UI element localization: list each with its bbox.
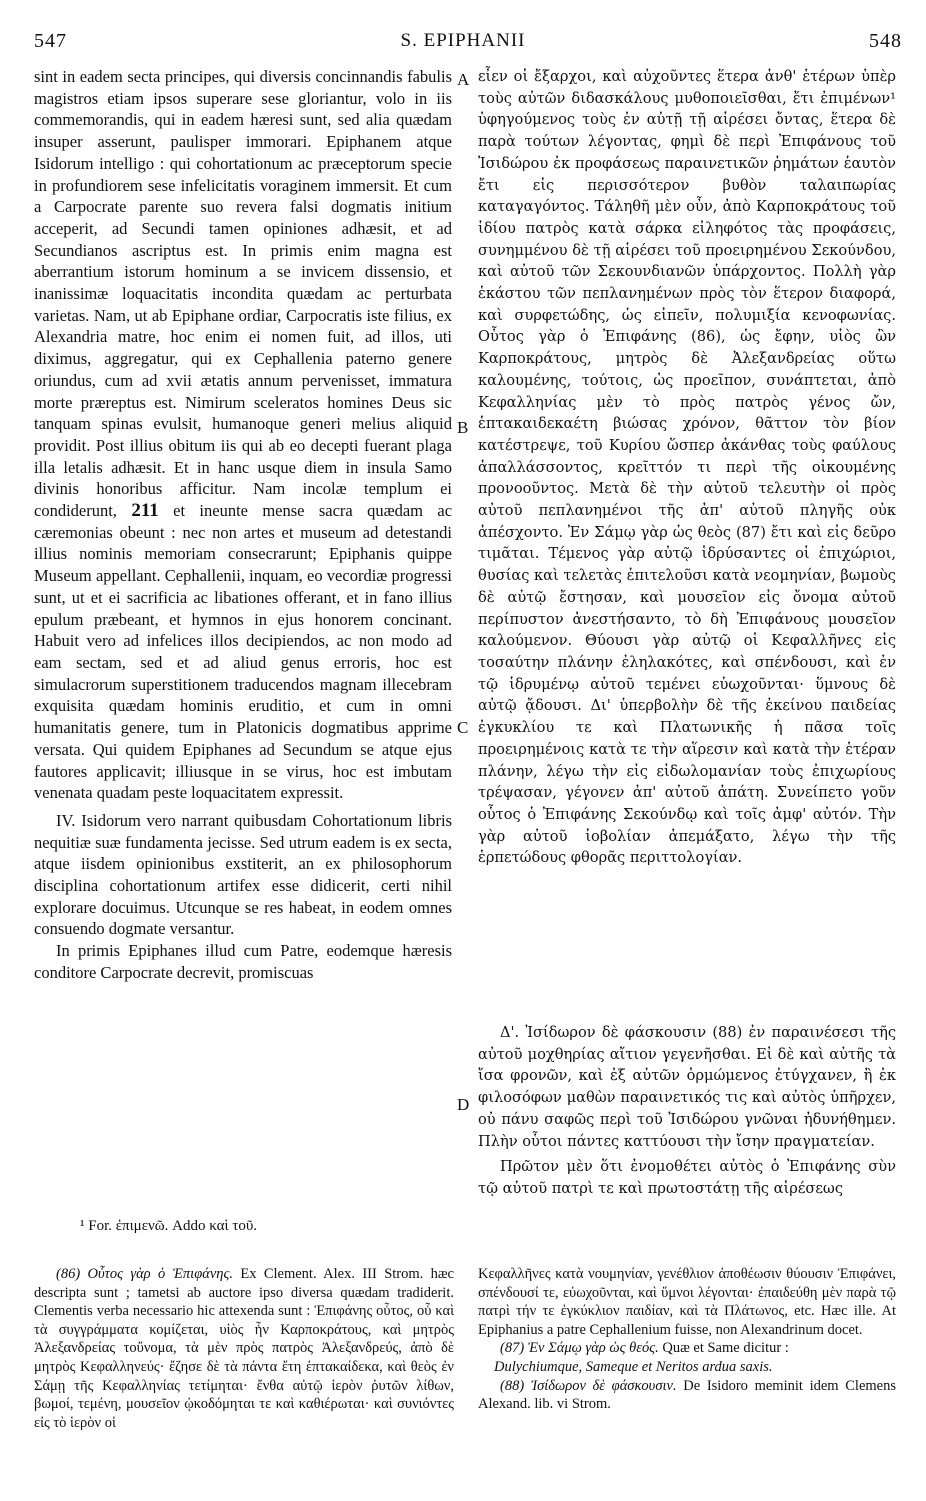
greek-paragraph-3: Πρῶτον μὲν ὅτι ἐνομοθέτει αὐτὸς ὁ Ἐπιφάνης σὺν τῷ αὐτοῦ πατρὶ τε καὶ πρωτοστάτῃ τῆς αἱρέσεως <box>478 1158 896 1197</box>
latin-text-continued: et ineunte mense sacra quædam ac cæremonias obeunt : nec non artes et museum ad detestandi illius nominis memoriam consecrarunt; Epiphanis quippe Museum appellant. Cephallenii, inquam, eo vecordiæ progressi sunt, ut et ei sacrificia ac libationes offerant, et in fano illius epulum præbeant, et hymnos in ejus honorem concinant. Habuit vero ad infelices illos decipiendos, ac non modo ad eam sectam, sed et ad aliud genus erroris, hoc est simulacrorum superstitionem traducendos magnam illecebram exquisita quædam hominis eruditio, et cum in omni humanitatis genere, tum in Platonicis dogmatibus apprime versata. Qui quidem Epiphanes ad Secundum se atque ejus fautores applicavit; illiusque in se virus, hoc est imbutam venenata quadam peste loquacitatem expressit. <box>34 501 453 803</box>
margin-marker-b: B <box>457 418 469 437</box>
latin-paragraph-3: In primis Epiphanes illud cum Patre, eodemque hæresis conditore Carpocrate decrevit, promiscuas <box>34 941 452 982</box>
greek-paragraph-delta: Δ'. Ἰσίδωρον δὲ φάσκουσιν (88) ἐν παραινέσεσι τῆς αὐτοῦ μοχθηρίας αἴτιον γεγενῆσθαι. Εἰ δὲ καὶ αὐτῆς τὰ ἴσα φρονῶν, καὶ ἐξ αὐτῶν ὁρμώμενος ἐτύγχανεν, ἢ ἐκ φιλοσόφων μαθὼν παραινετικός τις καὶ αὐτὸς ὑπῆρχεν, οὐ πάνυ σαφῶς περὶ τοῦ Ἰσιδώρου γνῶναι ἠδυνήθημεν. Πλὴν οὗτοι πάντες καττύουσι τὴν ἴσην πραγματείαν. <box>478 1024 896 1150</box>
notes-right <box>478 1265 896 1414</box>
note-86-body: Ex Clement. Alex. III Strom. hæc descripta sunt ; tametsi ab auctore ipso diversa quædam tradiderit. Clementis verba necessario hic attexenda sunt : Ἐπιφάνης οὗτος, οὗ καὶ τὰ συγγράμματα κομίζεται, υἱὸς ἦν Καρποκράτους, καὶ μητρὸς Ἀλεξανδρείας τοὔνομα, τὰ μὲν πρὸς πατρὸς Ἀλεξανδρεύς, ἀπὸ δὲ μητρὸς Κεφαλληνεύς· ἔζησε δὲ τὰ πάντα ἔτη ἑπτακαίδεκα, καὶ θεὸς ἐν Σάμῃ τῆς Κεφαλληνίας τετίμηται· ἔνθα αὐτῷ ἱερὸν ῥυτῶν λίθων, βωμοί, τεμένη, μουσεῖον ᾠκοδόμηται τε καὶ καθιέρωται· καὶ συνιόντες εἰς τὸ ἱερὸν οἱ <box>34 1266 454 1431</box>
running-title: S. EPIPHANII <box>400 30 526 51</box>
note-88-body: De Isidoro meminit idem Clemens Alexand. lib. vi Strom. <box>478 1377 896 1413</box>
note-88-head: (88) Ἰσίδωρον δὲ φάσκουσιν. <box>500 1377 677 1394</box>
note-87-body: Quæ et Same dicitur : <box>662 1340 789 1357</box>
margin-marker-c: C <box>457 718 469 737</box>
greek-column-lower <box>478 1022 896 1200</box>
latin-paragraph-iv: IV. Isidorum vero narrant quibusdam Cohortationum libris nequitiæ suæ fundamenta jecisse. Sed utrum eadem is ex secta, atque iisdem opinionibus exstiterit, an ex philosophorum disciplina cohortationum artifex esse didicerit, certi nihil explorare docuimus. Utcunque se res habeat, in eodem omnes consuendo dogmate versantur. <box>34 810 452 939</box>
latin-paragraph <box>34 66 452 804</box>
page-number-left: 547 <box>34 30 67 52</box>
greek-column <box>478 66 896 869</box>
margin-marker-d: D <box>457 1095 470 1114</box>
note-86 <box>34 1265 454 1432</box>
note-86-continued: Κεφαλλῆνες κατὰ νουμηνίαν, γενέθλιον ἀποθέωσιν θύουσιν Ἐπιφάνει, σπένδουσί τε, εὐωχοῦνται, καὶ ὕμνοι λέγονται· ἐπαιδεύθη μὲν παρὰ τῷ πατρὶ τήν τε ἐγκύκλιον παιδίαν, καὶ τὰ Πλάτωνος, etc. Hæc ille. At Epiphanius a patre Cephallenium fuisse, non Alexandrinum docet. <box>478 1266 896 1338</box>
note-87 <box>478 1339 896 1358</box>
latin-text: sint in eadem secta principes, qui diversis concinnandis fabulis magistros etiam ipsos superare sese gloriantur, volo in iis commemorandis, qui in eadem hæresi sunt, sed alia quædam insuper asserunt, paulisper immorari. Epiphanem atque Isidorum intelligo : qui cohortationum ac præceptorum specie in profundiorem sese infelicitatis voraginem immersit. Et cum a Carpocrate parente suo revera falsi dogmatis initium acceperit, ad Secundi tamen opiniones adhæsit, et ad Secundianos ascriptus est. In primis enim magna est aberrantium istorum hominum a se invicem dissensio, et inanissimæ loquacitatis incondita quædam ac perturbata varietas. Nam, ut ab Epiphane ordiar, Carpocratis iste filius, ex Alexandria matre, hoc enim ei nomen fuit, ad illos, uti diximus, aggregatur, qui ex Cephallenia paterno genere oriundus, cum ad xvii ætatis annum pervenisset, immatura morte præreptus est. Nimirum sceleratos homines Deus sic tanquam spinas evulsit, humanoque generi melius aliquid providit. Post illius obitum iis qui ab eo decepti fuerant plaga illa letalis adhæsit. Et in hanc usque diem in insula Samo divinis honoribus afficitur. Nam incolæ templum ei condiderunt, <box>34 67 452 521</box>
note-87-head: (87) Ἐν Σάμῳ γὰρ ὡς θεός. <box>500 1340 659 1357</box>
page-number-right: 548 <box>869 30 902 52</box>
margin-marker-a: A <box>457 70 470 89</box>
note-88 <box>478 1377 896 1414</box>
notes-left <box>34 1265 454 1432</box>
column-number: 211 <box>131 500 159 522</box>
note-87-quote: Dulychiumque, Sameque et Neritos ardua saxis. <box>494 1358 773 1375</box>
footnote-line: ¹ For. ἐπιμενῶ. Addo καὶ τοῦ. <box>80 1218 258 1234</box>
note-86-head: (86) Οὗτος γὰρ ὁ Ἐπιφάνης. <box>56 1266 233 1282</box>
latin-column <box>34 66 452 984</box>
greek-paragraph: εἶεν οἱ ἔξαρχοι, καὶ αὐχοῦντες ἕτερα ἀνθ' ἑτέρων ὑπὲρ τοὺς αὐτῶν διδασκάλους μυθοποιεῖσθαι, ἔτι ἐπιμένων¹ ὑφηγούμενος τοὺς ἐν αὐτῇ τῇ αἱρέσει ὄντας, ἕτερα δὲ παρὰ τούτων λέγοντας, φημὶ δὲ περὶ Ἐπιφάνους τοῦ Ἰσιδώρου ἐκ προφάσεως παραινετικῶν ῥημάτων ἑαυτὸν ἔτι εἰς περισσότερον βυθὸν ταλαιπωρίας καταγαγόντος. Τάληθῆ μὲν οὖν, ἀπὸ Καρποκράτους τοῦ ἰδίου πατρὸς κατὰ σάρκα εἰληφότος τὰς προφάσεις, συνημμένου δὲ τῇ αἱρέσει τοῦ προειρημένου Σεκούνδου, καὶ αὐτοῦ τῶν Σεκουνδιανῶν ὑπάρχοντος. Πολλὴ γὰρ ἑκάστου τῶν πεπλανημένων πρὸς τὸν ἕτερον διαφορά, καὶ συρφετώδης, ὡς εἰπεῖν, πολυμιξία κενοφωνίας. Οὗτος γὰρ ὁ Ἐπιφάνης (86), ὡς ἔφην, υἱὸς ὢν Καρποκράτους, μητρὸς δὲ Ἀλεξανδρείας οὕτω καλουμένης, τούτοις, ὡς προεῖπον, συνάπτεται, ἀπὸ Κεφαλληνίας μὲν τὸ πρὸς πατρὸς γένος ὤν, ἑπτακαιδεκαέτη βιώσας χρόνον, θᾶττον τὸν βίον κατέστρεψε, τοῦ Κυρίου ὥσπερ ἀκάνθας τοὺς φαύλους ἀπαλλάσσοντος, κρεῖττόν τι περὶ τῆς οἰκουμένης προνοοῦντος. Μετὰ δὲ τὴν αὐτοῦ τελευτὴν οἱ πρὸς αὐτοῦ πεπλανημένοι τῆς ἀπ' αὐτοῦ πληγῆς οὐκ ἀπέσχοντο. Ἐν Σάμῳ γὰρ ὡς θεὸς (87) ἔτι καὶ εἰς δεῦρο τιμᾶται. Τέμενος γὰρ αὐτῷ ἱδρύσαντες οἱ ἐπιχώριοι, θυσίας καὶ τελετὰς ἐπιτελοῦσι κατὰ νεομηνίαν, βωμοὺς δὲ αὐτῷ ἔστησαν, καὶ μουσεῖον εἰς ὄνομα αὐτοῦ περίπυστον ἀνεστήσαντο, τὸ δὴ Ἐπιφάνους μουσεῖον καλούμενον. Θύουσι γὰρ αὐτῷ οἱ Κεφαλλῆνες εἰς τοσαύτην πλάνην ἐληλακότες, καὶ σπένδουσι, καὶ ἐν τῷ ἱδρυμένῳ αὐτοῦ τεμένει εὐωχοῦνται· ὕμνους δὲ αὐτῷ ᾄδουσι. Δι' ὑπερβολὴν δὲ τῆς ἐκείνου παιδείας ἐγκυκλίου τε καὶ Πλατωνικῆς ἡ πᾶσα τοῖς προειρημένοις κατὰ τε τὴν αἵρεσιν καὶ κατὰ τὴν ἑτέραν πλάνην, λέγω τὴν εἰς εἰδωλομανίαν τοὺς ἐπιχωρίους τρέψασαν, γέγονεν ἀπ' αὐτοῦ ἀπάτη. Συνείπετο γοῦν οὗτος ὁ Ἐπιφάνης Σεκούνδῳ καὶ τοῖς ἀμφ' αὐτόν. Τὴν γὰρ αὐτοῦ ἰοβολίαν ἀπεμάξατο, λέγω τὴν τῆς ἑρπετώδους φθορᾶς περιττολογίαν. <box>478 68 896 867</box>
